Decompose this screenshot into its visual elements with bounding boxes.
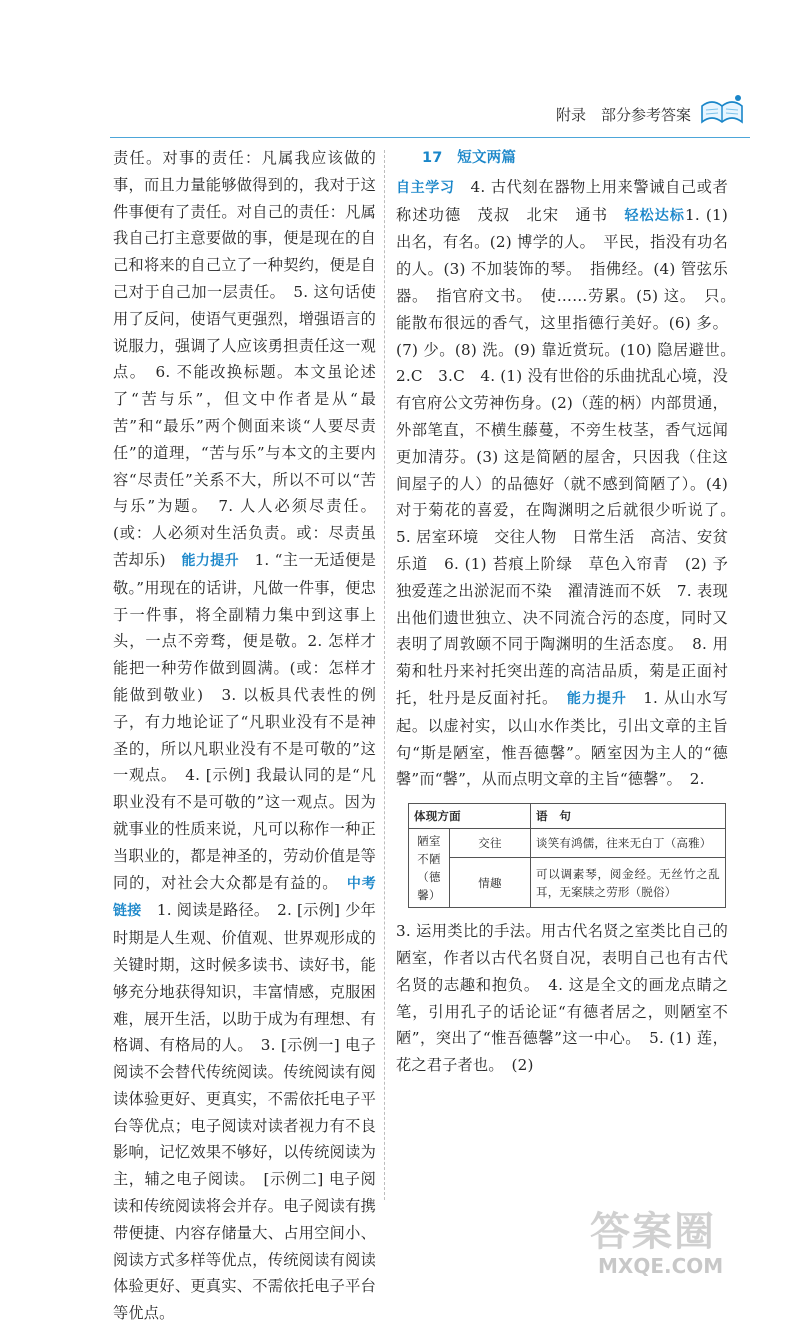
header-title: 附录 部分参考答案 xyxy=(556,106,692,124)
table-header-sentence: 语 句 xyxy=(531,804,726,829)
left-text-3: 1. 阅读是路径。 2. [示例] 少年时期是人生观、价值观、世界观形成的关键时期，这时候多读书、读好书，能够充分地获得知识，丰富情感，克服困难，展开生活，以助于成为有理想、有格调、有格局的人。 3. [示例一] 电子阅读不会替代传统阅读。传统阅读有阅读体验更好、更真实，不需依托电子平台等优点；电子阅读对读者视力有不良影响，记忆效果不够好，以传统阅读为主，辅之电子阅读。 [示例二] 电子阅读和传统阅读将会并存。电子阅读有携带便捷、内容存储量大、占用空间小、阅读方式多样等优点，传统阅读有阅读体验更好、更真实、不需依托电子平台等优点。 xyxy=(113,901,376,1323)
tag-exam-link: 中考链接 xyxy=(113,875,377,920)
answer-table xyxy=(408,803,726,908)
table-row xyxy=(409,829,726,858)
table-cell: 谈笑有鸿儒，往来无白丁（高雅） xyxy=(531,829,726,858)
right-text-2: 1. (1) 出名，有名。(2) 博学的人。 平民，指没有功名的人。(3) 不加装饰的琴。 指佛经。(4) 管弦乐器。 指官府文书。 使……劳累。(5) 这。 只。 能散布很远的香气，这里指德行美好。(6) 多。(7) 少。(8) 洗。(9) 靠近赏玩。(10) 隐居避世。 2.C 3.C 4. (1) 没有世俗的乐曲扰乱心境，没有官府公文劳神伤身。(2)（莲的柄）内部贯通，外部笔直，不横生藤蔓，不旁生枝茎，香气远闻更加清芬。(3) 这是简陋的屋舍，只因我（住这间屋子的人）的品德好（就不感到简陋了）。(4) 对于菊花的喜爱，在陶渊明之后就很少听说了。 5. 居室环境 交往人物 日常生活 高洁、安贫乐道 6. (1) 苔痕上阶绿 草色入帘青 (2) 予独爱莲之出淤泥而不染 濯清涟而不妖 7. 表现出他们遗世独立、决不同流合污的态度，同时又表明了周敦颐不同于陶渊明的生活态度。 8. 用菊和牡丹来衬托突出莲的高洁品质，菊是正面衬托，牡丹是反面衬托。 xyxy=(396,205,744,707)
table-row-head: 陋室不陋（德馨） xyxy=(409,829,450,908)
section-title: 17 短文两篇 xyxy=(422,150,517,166)
tag-easy: 轻松达标 xyxy=(624,207,686,224)
table-cell: 情趣 xyxy=(450,858,531,908)
right-text-4: 3. 运用类比的手法。用古代名贤之室类比自己的陋室，作者以古代名贤自况，表明自己也有古代名贤的志趣和抱负。 4. 这是全文的画龙点睛之笔，引用孔子的话论证“有德者居之，则陋室不陋”，突出了“惟吾德馨”这一中心。 5. (1) 莲，花之君子者也。 (2) xyxy=(396,922,728,1075)
watermark-url: MXQE.COM xyxy=(598,1254,724,1278)
page-header xyxy=(548,100,748,136)
table-cell: 交往 xyxy=(450,829,531,858)
watermark-logo: 答案圈 xyxy=(590,1209,716,1255)
column-divider xyxy=(384,150,385,1200)
left-column xyxy=(113,145,376,1327)
left-text-2: 1. “主一无适便是敬。”用现在的话讲，凡做一件事，便忠于一件事，将全副精力集中到这事上头，一点不旁骛，便是敬。2. 怎样才能把一种劳作做到圆满。(或：怎样才能做到敬业) 3. 以板具代表性的例子，有力地论证了“凡职业没有不是神圣的，所以凡职业没有不是可敬的”这一观点。 4. [示例] 我最认同的是“凡职业没有不是可敬的”这一观点。因为就事业的性质来说，凡可以称作一种正当职业的，都是神圣的，劳动价值是等同的，对社会大众都是有益的。 xyxy=(113,550,376,892)
tag-self-study: 自主学习 xyxy=(396,179,455,196)
table-header-aspect: 体现方面 xyxy=(409,804,531,829)
tag-ability: 能力提升 xyxy=(181,552,240,569)
table-row xyxy=(409,804,726,829)
left-text-1: 责任。对事的责任：凡属我应该做的事，而且力量能够做得到的，我对于这件事便有了责任。对自己的责任：凡属我自己打主意要做的事，便是现在的自己和将来的自己立了一种契约，便是自己对于自己加一层责任。 5. 这句话使用了反问，使语气更强烈，增强语言的说服力，强调了人应该勇担责任这一观点。 6. 不能改换标题。本文虽论述了“苦与乐”，但文中作者是从“最苦”和“最乐”两个侧面来谈“人要尽责任”的道理，“苦与乐”与本文的主要内容“尽责任”关系不大，所以不可以“苦与乐”为题。 7. 人人必须尽责任。(或：人必须对生活负责。或：尽责虽苦却乐) xyxy=(113,149,376,569)
right-column xyxy=(396,145,744,1079)
table-row xyxy=(409,858,726,908)
right-text-3: 1. 从山水写起。以虚衬实，以山水作类比，引出文章的主旨句“斯是陋室，惟吾德馨”。陋室因为主人的“德馨”而“馨”，从而点明文章的主旨“德馨”。 2. xyxy=(396,688,728,789)
tag-ability-2: 能力提升 xyxy=(566,690,627,707)
open-book-icon xyxy=(698,92,746,132)
right-text-1: 4. 古代刻在器物上用来警诫自己或者称述功德 茂叔 北宋 通书 xyxy=(396,177,728,224)
table-cell: 可以调素琴，阅金经。无丝竹之乱耳，无案牍之劳形（脱俗） xyxy=(531,858,726,908)
header-rule xyxy=(110,137,750,138)
